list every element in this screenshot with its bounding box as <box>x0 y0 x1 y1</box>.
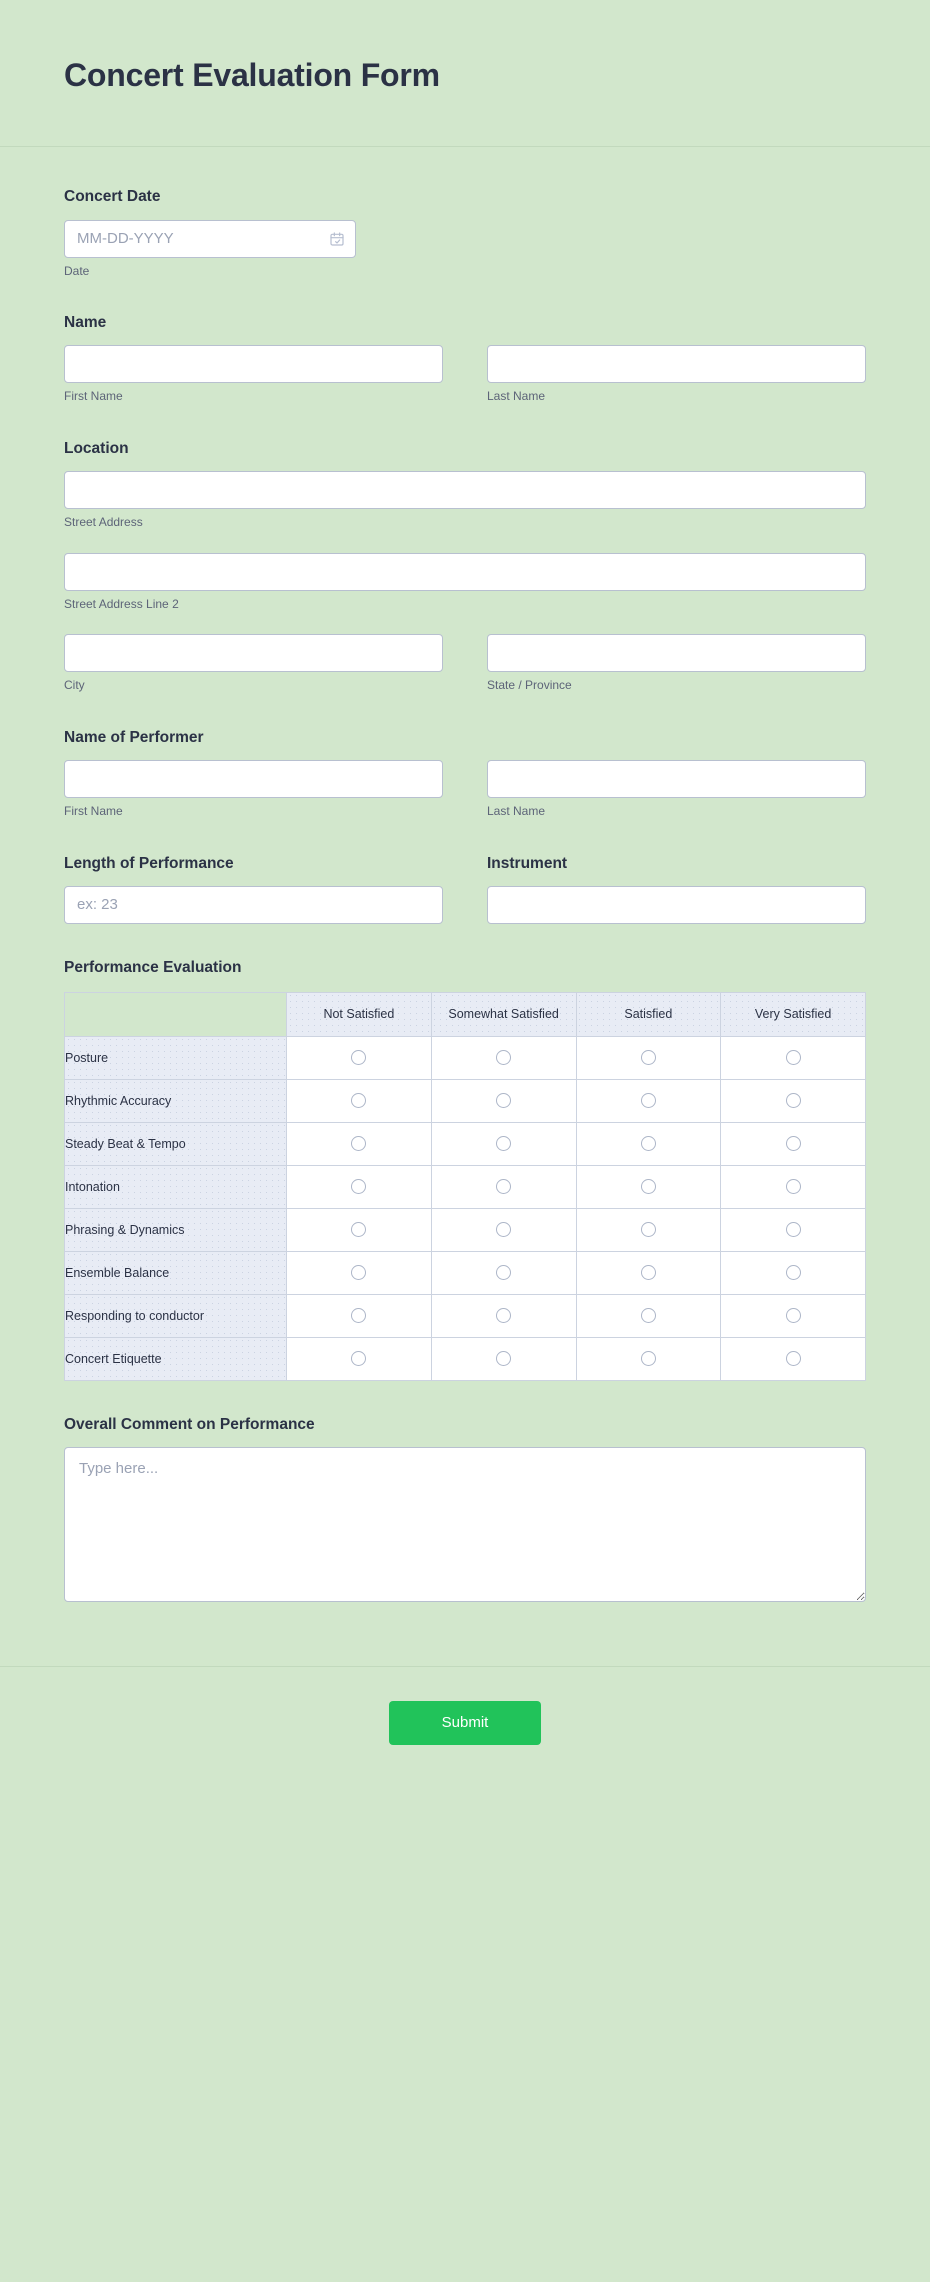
radio-button[interactable] <box>351 1308 366 1323</box>
evaluation-table-body <box>65 1036 866 1380</box>
matrix-row-label: Steady Beat & Tempo <box>65 1122 287 1165</box>
radio-button[interactable] <box>641 1222 656 1237</box>
matrix-radio-cell[interactable] <box>576 1294 721 1337</box>
state-col <box>465 634 866 694</box>
city-col <box>64 634 465 694</box>
last-name-sub-label: Last Name <box>487 389 546 404</box>
radio-button[interactable] <box>641 1050 656 1065</box>
table-row <box>65 1208 866 1251</box>
name-row <box>64 345 866 405</box>
first-name-input[interactable] <box>64 345 443 383</box>
street-address-2-col <box>64 553 866 613</box>
field-location <box>64 439 866 694</box>
radio-button[interactable] <box>641 1179 656 1194</box>
concert-date-label: Concert Date <box>64 188 161 206</box>
evaluation-header-row <box>65 992 866 1036</box>
radio-button[interactable] <box>351 1136 366 1151</box>
table-row <box>65 1079 866 1122</box>
radio-button[interactable] <box>351 1222 366 1237</box>
radio-button[interactable] <box>786 1136 801 1151</box>
radio-button[interactable] <box>351 1050 366 1065</box>
street-address-col <box>64 471 866 531</box>
table-row <box>65 1251 866 1294</box>
radio-button[interactable] <box>496 1179 511 1194</box>
matrix-radio-cell[interactable] <box>431 1337 576 1380</box>
matrix-radio-cell[interactable] <box>721 1122 866 1165</box>
matrix-radio-cell[interactable] <box>721 1208 866 1251</box>
matrix-radio-cell[interactable] <box>721 1251 866 1294</box>
matrix-radio-cell[interactable] <box>721 1294 866 1337</box>
performer-last-col <box>465 760 866 820</box>
city-state-row <box>64 634 866 694</box>
matrix-radio-cell[interactable] <box>431 1208 576 1251</box>
matrix-radio-cell[interactable] <box>287 1208 432 1251</box>
radio-button[interactable] <box>786 1351 801 1366</box>
name-first-col <box>64 345 465 405</box>
length-of-performance-input[interactable] <box>64 886 443 924</box>
performance-evaluation-label: Performance Evaluation <box>64 958 242 976</box>
form-body <box>0 147 930 1666</box>
length-col <box>64 854 465 924</box>
matrix-column-header: Satisfied <box>576 992 721 1036</box>
matrix-radio-cell[interactable] <box>431 1294 576 1337</box>
street-address-sub-label: Street Address <box>64 515 143 529</box>
matrix-row-label: Intonation <box>65 1165 287 1208</box>
matrix-radio-cell[interactable] <box>576 1165 721 1208</box>
matrix-column-header: Somewhat Satisfied <box>431 992 576 1036</box>
street-address-2-sub-label: Street Address Line 2 <box>64 596 179 611</box>
performer-first-name-input[interactable] <box>64 760 443 798</box>
instrument-col <box>465 854 866 924</box>
radio-button[interactable] <box>641 1265 656 1280</box>
matrix-radio-cell[interactable] <box>576 1122 721 1165</box>
concert-date-sub-label: Date <box>64 263 90 278</box>
radio-button[interactable] <box>641 1093 656 1108</box>
radio-button[interactable] <box>786 1265 801 1280</box>
matrix-row-label: Responding to conductor <box>65 1294 287 1337</box>
matrix-radio-cell[interactable] <box>287 1036 432 1079</box>
radio-button[interactable] <box>496 1308 511 1323</box>
radio-button[interactable] <box>496 1265 511 1280</box>
matrix-radio-cell[interactable] <box>287 1079 432 1122</box>
concert-date-input[interactable] <box>64 220 356 258</box>
matrix-radio-cell[interactable] <box>576 1208 721 1251</box>
matrix-corner-cell <box>65 992 287 1036</box>
performer-first-col <box>64 760 465 820</box>
matrix-radio-cell[interactable] <box>431 1165 576 1208</box>
performer-last-name-input[interactable] <box>487 760 866 798</box>
last-name-input[interactable] <box>487 345 866 383</box>
overall-comment-label: Overall Comment on Performance <box>64 1415 315 1433</box>
matrix-column-header: Not Satisfied <box>287 992 432 1036</box>
form-header <box>0 0 930 147</box>
matrix-radio-cell[interactable] <box>721 1079 866 1122</box>
matrix-radio-cell[interactable] <box>287 1122 432 1165</box>
matrix-row-label: Ensemble Balance <box>65 1251 287 1294</box>
name-last-col <box>465 345 866 405</box>
field-performer-name <box>64 728 866 820</box>
radio-button[interactable] <box>351 1179 366 1194</box>
matrix-radio-cell[interactable] <box>431 1079 576 1122</box>
state-province-input[interactable] <box>487 634 866 672</box>
radio-button[interactable] <box>786 1308 801 1323</box>
matrix-radio-cell[interactable] <box>431 1251 576 1294</box>
length-label: Length of Performance <box>64 854 234 872</box>
matrix-row-label: Rhythmic Accuracy <box>65 1079 287 1122</box>
radio-button[interactable] <box>351 1351 366 1366</box>
matrix-radio-cell[interactable] <box>431 1122 576 1165</box>
evaluation-table <box>64 992 866 1381</box>
performer-first-sub-label: First Name <box>64 803 123 818</box>
table-row <box>65 1036 866 1079</box>
city-input[interactable] <box>64 634 443 672</box>
radio-button[interactable] <box>786 1093 801 1108</box>
matrix-radio-cell[interactable] <box>287 1251 432 1294</box>
table-row <box>65 1122 866 1165</box>
radio-button[interactable] <box>496 1093 511 1108</box>
instrument-label: Instrument <box>487 854 568 872</box>
matrix-radio-cell[interactable] <box>576 1079 721 1122</box>
radio-button[interactable] <box>786 1050 801 1065</box>
field-overall-comment <box>64 1415 866 1602</box>
overall-comment-textarea[interactable] <box>64 1447 866 1602</box>
radio-button[interactable] <box>786 1222 801 1237</box>
name-label: Name <box>64 314 107 332</box>
radio-button[interactable] <box>641 1351 656 1366</box>
radio-button[interactable] <box>351 1265 366 1280</box>
performance-evaluation-matrix <box>64 992 866 1381</box>
matrix-radio-cell[interactable] <box>431 1036 576 1079</box>
matrix-radio-cell[interactable] <box>287 1165 432 1208</box>
table-row <box>65 1337 866 1380</box>
performer-row <box>64 760 866 820</box>
matrix-radio-cell[interactable] <box>576 1337 721 1380</box>
matrix-radio-cell[interactable] <box>287 1294 432 1337</box>
street-address-input[interactable] <box>64 471 866 509</box>
evaluation-table-head <box>65 992 866 1036</box>
field-concert-date <box>64 187 866 279</box>
field-performance-evaluation <box>64 958 866 1381</box>
submit-button[interactable]: Submit <box>389 1701 541 1745</box>
matrix-column-header: Very Satisfied <box>721 992 866 1036</box>
radio-button[interactable] <box>351 1093 366 1108</box>
radio-button[interactable] <box>496 1351 511 1366</box>
length-instrument-row <box>64 854 866 924</box>
matrix-row-label: Phrasing & Dynamics <box>65 1208 287 1251</box>
concert-date-input-shell <box>64 220 356 258</box>
matrix-radio-cell[interactable] <box>721 1036 866 1079</box>
performer-last-sub-label: Last Name <box>487 803 546 818</box>
form-footer <box>0 1666 930 1789</box>
page-title: Concert Evaluation Form <box>64 57 440 93</box>
radio-button[interactable] <box>641 1308 656 1323</box>
matrix-row-label: Posture <box>65 1036 287 1079</box>
state-sub-label: State / Province <box>487 678 572 693</box>
radio-button[interactable] <box>496 1136 511 1151</box>
matrix-radio-cell[interactable] <box>576 1251 721 1294</box>
matrix-radio-cell[interactable] <box>287 1337 432 1380</box>
table-row <box>65 1294 866 1337</box>
radio-button[interactable] <box>786 1179 801 1194</box>
field-length-instrument <box>64 854 866 924</box>
radio-button[interactable] <box>641 1136 656 1151</box>
matrix-radio-cell[interactable] <box>721 1165 866 1208</box>
field-name <box>64 313 866 405</box>
table-row <box>65 1165 866 1208</box>
street-address-2-input[interactable] <box>64 553 866 591</box>
matrix-radio-cell[interactable] <box>576 1036 721 1079</box>
performer-label: Name of Performer <box>64 728 204 746</box>
radio-button[interactable] <box>496 1050 511 1065</box>
matrix-row-label: Concert Etiquette <box>65 1337 287 1380</box>
matrix-radio-cell[interactable] <box>721 1337 866 1380</box>
instrument-input[interactable] <box>487 886 866 924</box>
location-label: Location <box>64 439 129 457</box>
radio-button[interactable] <box>496 1222 511 1237</box>
city-sub-label: City <box>64 678 85 693</box>
first-name-sub-label: First Name <box>64 389 123 404</box>
